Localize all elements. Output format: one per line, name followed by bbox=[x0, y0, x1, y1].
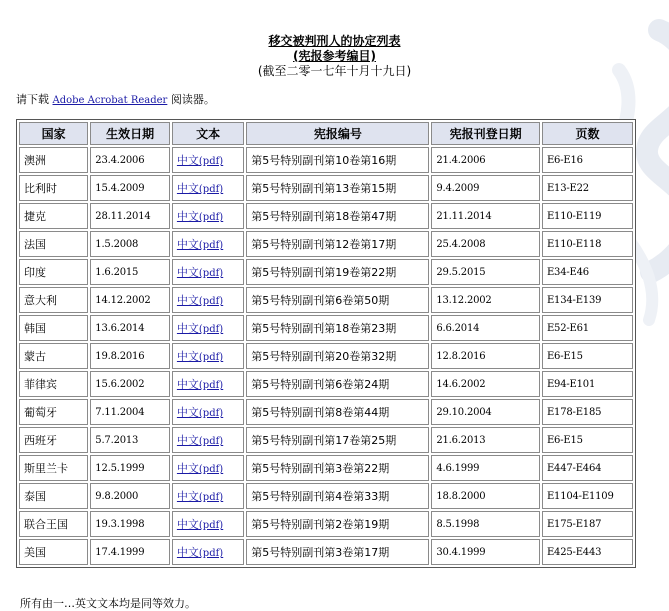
download-note bbox=[16, 93, 215, 108]
cell-gazette-number: 第5号特别副刊第20卷第32期 bbox=[246, 343, 429, 369]
cell-publication-date: 21.6.2013 bbox=[431, 427, 540, 453]
cell-country: 葡萄牙 bbox=[19, 399, 88, 425]
cell-gazette-number: 第5号特别副刊第12卷第17期 bbox=[246, 231, 429, 257]
cell-pages: E134-E139 bbox=[542, 287, 633, 313]
table-row bbox=[19, 427, 633, 453]
cell-gazette-number: 第5号特别副刊第2卷第19期 bbox=[246, 511, 429, 537]
column-header-country: 国家 bbox=[19, 122, 88, 145]
cell-gazette-number: 第5号特别副刊第10卷第16期 bbox=[246, 147, 429, 173]
cell-pages: E1104-E1109 bbox=[542, 483, 633, 509]
pdf-link-label: 中文 bbox=[176, 182, 199, 195]
pdf-format-label: (pdf) bbox=[198, 408, 224, 419]
footer-note: 所有由一…英文文本均是同等效力。 bbox=[20, 597, 196, 610]
pdf-link-label: 中文 bbox=[176, 322, 199, 335]
table-row bbox=[19, 343, 633, 369]
cell-effective-date: 23.4.2006 bbox=[90, 147, 170, 173]
cell-text bbox=[172, 315, 244, 341]
cell-pages: E175-E187 bbox=[542, 511, 633, 537]
column-header-text: 文本 bbox=[172, 122, 244, 145]
pdf-format-label: (pdf) bbox=[198, 464, 224, 475]
chinese-text-pdf-link[interactable] bbox=[177, 378, 223, 391]
table-row bbox=[19, 203, 633, 229]
cell-pages: E178-E185 bbox=[542, 399, 633, 425]
cell-effective-date: 12.5.1999 bbox=[90, 455, 170, 481]
table-row bbox=[19, 175, 633, 201]
cell-text bbox=[172, 203, 244, 229]
table-row bbox=[19, 455, 633, 481]
pdf-link-label: 中文 bbox=[176, 154, 199, 167]
cell-publication-date: 18.8.2000 bbox=[431, 483, 540, 509]
pdf-format-label: (pdf) bbox=[198, 184, 224, 195]
cell-country: 法国 bbox=[19, 231, 88, 257]
cell-text bbox=[172, 371, 244, 397]
cell-country: 泰国 bbox=[19, 483, 88, 509]
pdf-format-label: (pdf) bbox=[198, 352, 224, 363]
table-row bbox=[19, 231, 633, 257]
cell-text bbox=[172, 511, 244, 537]
chinese-text-pdf-link[interactable] bbox=[177, 490, 223, 503]
pdf-format-label: (pdf) bbox=[198, 296, 224, 307]
table-row bbox=[19, 287, 633, 313]
pdf-format-label: (pdf) bbox=[198, 520, 224, 531]
cell-effective-date: 14.12.2002 bbox=[90, 287, 170, 313]
cell-gazette-number: 第5号特别副刊第17卷第25期 bbox=[246, 427, 429, 453]
cell-publication-date: 21.4.2006 bbox=[431, 147, 540, 173]
table-row bbox=[19, 539, 633, 565]
cell-effective-date: 5.7.2013 bbox=[90, 427, 170, 453]
cell-publication-date: 6.6.2014 bbox=[431, 315, 540, 341]
cell-publication-date: 29.10.2004 bbox=[431, 399, 540, 425]
cell-country: 美国 bbox=[19, 539, 88, 565]
cell-pages: E110-E119 bbox=[542, 203, 633, 229]
cell-country: 蒙古 bbox=[19, 343, 88, 369]
cell-effective-date: 15.6.2002 bbox=[90, 371, 170, 397]
table-row bbox=[19, 259, 633, 285]
cell-effective-date: 13.6.2014 bbox=[90, 315, 170, 341]
page-heading bbox=[0, 34, 669, 79]
cell-gazette-number: 第5号特别副刊第18卷第47期 bbox=[246, 203, 429, 229]
pdf-format-label: (pdf) bbox=[198, 268, 224, 279]
pdf-format-label: (pdf) bbox=[198, 436, 224, 447]
pdf-format-label: (pdf) bbox=[198, 548, 224, 559]
column-header-pages: 页数 bbox=[542, 122, 633, 145]
cell-pages: E425-E443 bbox=[542, 539, 633, 565]
cell-effective-date: 7.11.2004 bbox=[90, 399, 170, 425]
chinese-text-pdf-link[interactable] bbox=[177, 518, 223, 531]
cell-publication-date: 4.6.1999 bbox=[431, 455, 540, 481]
table-row bbox=[19, 315, 633, 341]
pdf-format-label: (pdf) bbox=[198, 212, 224, 223]
download-note-suffix: 阅读器。 bbox=[170, 93, 215, 106]
cell-country: 韩国 bbox=[19, 315, 88, 341]
cell-text bbox=[172, 231, 244, 257]
table-row bbox=[19, 399, 633, 425]
cell-effective-date: 17.4.1999 bbox=[90, 539, 170, 565]
column-header-effective-date: 生效日期 bbox=[90, 122, 170, 145]
cell-effective-date: 1.5.2008 bbox=[90, 231, 170, 257]
chinese-text-pdf-link[interactable] bbox=[177, 546, 223, 559]
cell-pages: E447-E464 bbox=[542, 455, 633, 481]
acrobat-reader-link[interactable]: Adobe Acrobat Reader bbox=[52, 95, 168, 106]
chinese-text-pdf-link[interactable] bbox=[177, 406, 223, 419]
pdf-link-label: 中文 bbox=[176, 462, 199, 475]
page-title: 移交被判刑人的协定列表 bbox=[268, 34, 401, 48]
chinese-text-pdf-link[interactable] bbox=[177, 238, 223, 251]
pdf-link-label: 中文 bbox=[176, 350, 199, 363]
cell-pages: E34-E46 bbox=[542, 259, 633, 285]
table-row bbox=[19, 147, 633, 173]
cell-pages: E6-E15 bbox=[542, 427, 633, 453]
table-row bbox=[19, 511, 633, 537]
cell-country: 澳洲 bbox=[19, 147, 88, 173]
cell-country: 西班牙 bbox=[19, 427, 88, 453]
cell-publication-date: 29.5.2015 bbox=[431, 259, 540, 285]
chinese-text-pdf-link[interactable] bbox=[177, 266, 223, 279]
pdf-format-label: (pdf) bbox=[198, 240, 224, 251]
pdf-format-label: (pdf) bbox=[198, 380, 224, 391]
pdf-link-label: 中文 bbox=[176, 518, 199, 531]
pdf-link-label: 中文 bbox=[176, 378, 199, 391]
cell-text bbox=[172, 455, 244, 481]
cell-text bbox=[172, 343, 244, 369]
cell-country: 捷克 bbox=[19, 203, 88, 229]
page-date-note: (截至二零一七年十月十九日) bbox=[257, 64, 412, 78]
cell-gazette-number: 第5号特别副刊第19卷第22期 bbox=[246, 259, 429, 285]
cell-text bbox=[172, 399, 244, 425]
cell-gazette-number: 第5号特别副刊第6卷第24期 bbox=[246, 371, 429, 397]
cell-text bbox=[172, 539, 244, 565]
cell-text bbox=[172, 147, 244, 173]
pdf-link-label: 中文 bbox=[176, 238, 199, 251]
cell-pages: E94-E101 bbox=[542, 371, 633, 397]
chinese-text-pdf-link[interactable] bbox=[177, 182, 223, 195]
pdf-link-label: 中文 bbox=[176, 490, 199, 503]
cell-gazette-number: 第5号特别副刊第3卷第22期 bbox=[246, 455, 429, 481]
cell-gazette-number: 第5号特别副刊第3卷第17期 bbox=[246, 539, 429, 565]
column-header-gazette-number: 宪报编号 bbox=[246, 122, 429, 145]
cell-gazette-number: 第5号特别副刊第6卷第50期 bbox=[246, 287, 429, 313]
agreements-table bbox=[16, 119, 636, 568]
cell-text bbox=[172, 427, 244, 453]
cell-country: 菲律宾 bbox=[19, 371, 88, 397]
cell-text bbox=[172, 287, 244, 313]
cell-effective-date: 1.6.2015 bbox=[90, 259, 170, 285]
cell-text bbox=[172, 483, 244, 509]
chinese-text-pdf-link[interactable] bbox=[177, 210, 223, 223]
cell-publication-date: 25.4.2008 bbox=[431, 231, 540, 257]
cell-country: 联合王国 bbox=[19, 511, 88, 537]
cell-effective-date: 19.8.2016 bbox=[90, 343, 170, 369]
cell-country: 印度 bbox=[19, 259, 88, 285]
cell-text bbox=[172, 259, 244, 285]
cell-publication-date: 13.12.2002 bbox=[431, 287, 540, 313]
cell-pages: E110-E118 bbox=[542, 231, 633, 257]
cell-country: 斯里兰卡 bbox=[19, 455, 88, 481]
cell-pages: E52-E61 bbox=[542, 315, 633, 341]
cell-publication-date: 9.4.2009 bbox=[431, 175, 540, 201]
chinese-text-pdf-link[interactable] bbox=[177, 154, 223, 167]
column-header-publication-date: 宪报刊登日期 bbox=[431, 122, 540, 145]
cell-pages: E6-E16 bbox=[542, 147, 633, 173]
cell-gazette-number: 第5号特别副刊第13卷第15期 bbox=[246, 175, 429, 201]
cell-publication-date: 8.5.1998 bbox=[431, 511, 540, 537]
cell-text bbox=[172, 175, 244, 201]
table-row bbox=[19, 483, 633, 509]
cell-country: 意大利 bbox=[19, 287, 88, 313]
cell-publication-date: 12.8.2016 bbox=[431, 343, 540, 369]
pdf-format-label: (pdf) bbox=[198, 492, 224, 503]
download-note-prefix: 请下载 bbox=[16, 93, 49, 106]
cell-effective-date: 19.3.1998 bbox=[90, 511, 170, 537]
pdf-format-label: (pdf) bbox=[198, 324, 224, 335]
cell-publication-date: 14.6.2002 bbox=[431, 371, 540, 397]
cell-publication-date: 30.4.1999 bbox=[431, 539, 540, 565]
chinese-text-pdf-link[interactable] bbox=[177, 350, 223, 363]
pdf-link-label: 中文 bbox=[176, 406, 199, 419]
chinese-text-pdf-link[interactable] bbox=[177, 434, 223, 447]
cell-country: 比利时 bbox=[19, 175, 88, 201]
chinese-text-pdf-link[interactable] bbox=[177, 462, 223, 475]
cell-pages: E13-E22 bbox=[542, 175, 633, 201]
table-header-row bbox=[19, 122, 633, 145]
pdf-link-label: 中文 bbox=[176, 434, 199, 447]
table-row bbox=[19, 371, 633, 397]
chinese-text-pdf-link[interactable] bbox=[177, 322, 223, 335]
cell-gazette-number: 第5号特别副刊第4卷第33期 bbox=[246, 483, 429, 509]
cell-publication-date: 21.11.2014 bbox=[431, 203, 540, 229]
cell-effective-date: 15.4.2009 bbox=[90, 175, 170, 201]
cell-pages: E6-E15 bbox=[542, 343, 633, 369]
page-title-reference: (宪报参考编目) bbox=[293, 49, 376, 63]
pdf-link-label: 中文 bbox=[176, 210, 199, 223]
pdf-link-label: 中文 bbox=[176, 546, 199, 559]
cell-effective-date: 9.8.2000 bbox=[90, 483, 170, 509]
pdf-format-label: (pdf) bbox=[198, 156, 224, 167]
cell-gazette-number: 第5号特别副刊第8卷第44期 bbox=[246, 399, 429, 425]
chinese-text-pdf-link[interactable] bbox=[177, 294, 223, 307]
cell-effective-date: 28.11.2014 bbox=[90, 203, 170, 229]
pdf-link-label: 中文 bbox=[176, 294, 199, 307]
cell-gazette-number: 第5号特别副刊第18卷第23期 bbox=[246, 315, 429, 341]
pdf-link-label: 中文 bbox=[176, 266, 199, 279]
